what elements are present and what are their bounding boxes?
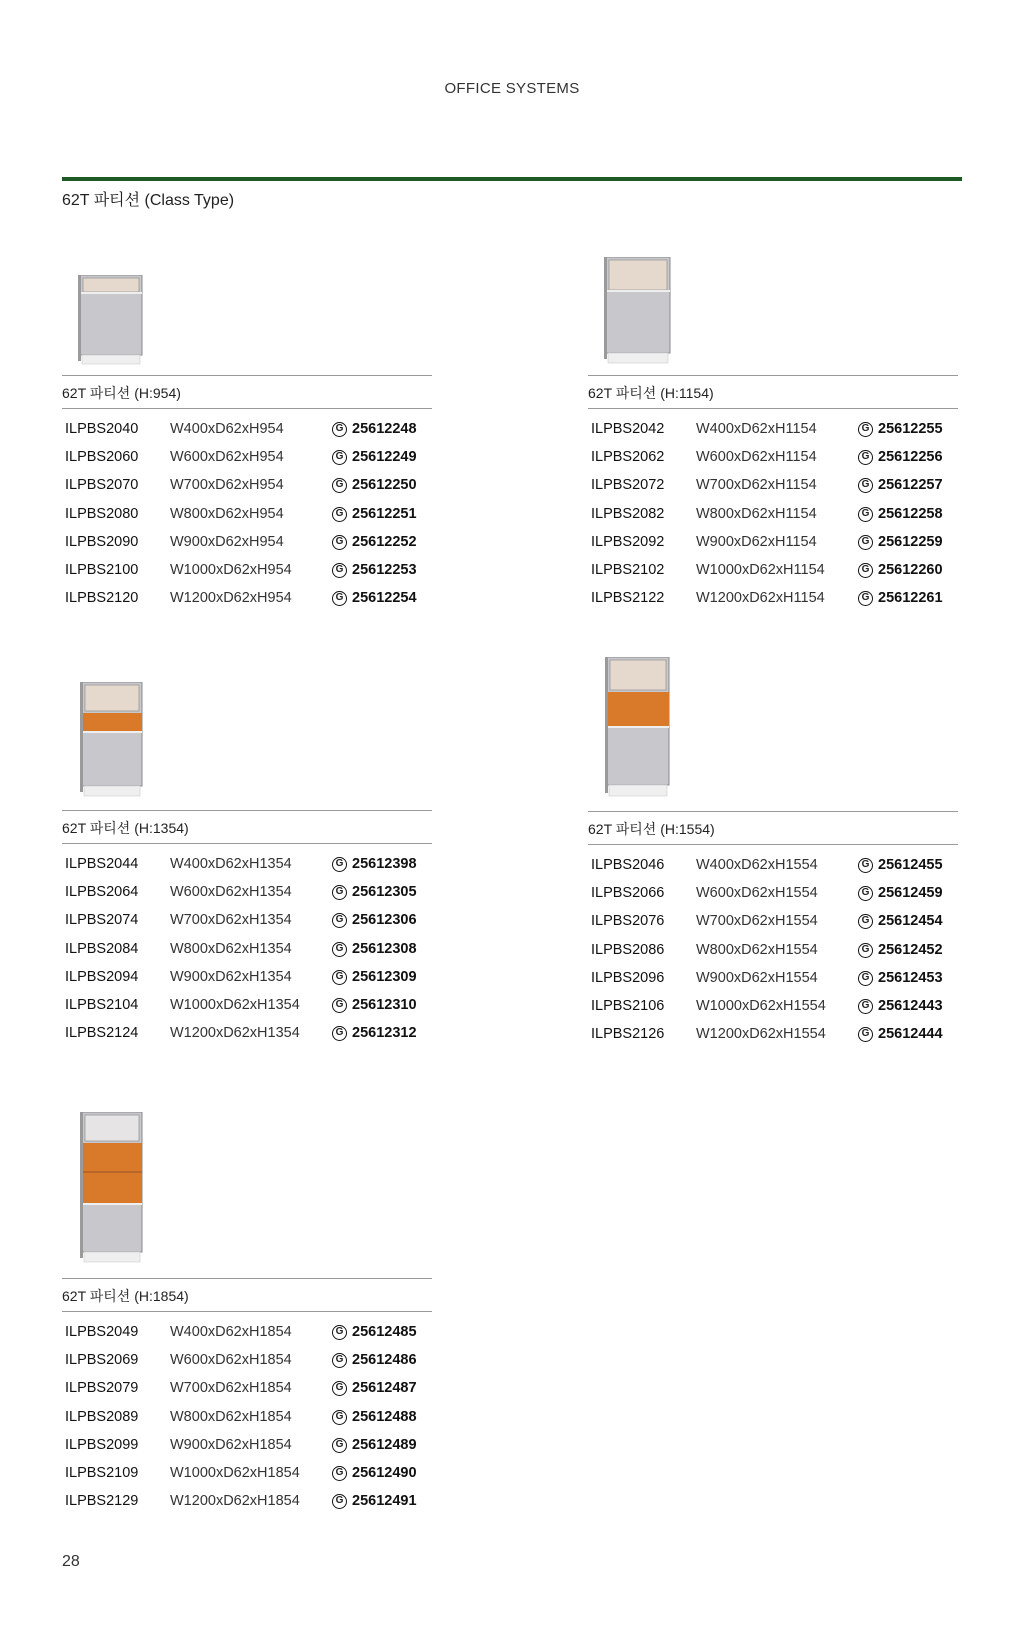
table-row xyxy=(588,1020,958,1048)
g-mark-icon: G xyxy=(858,535,873,550)
product-size: W700xD62xH954 xyxy=(170,477,284,494)
product-size: W800xD62xH1854 xyxy=(170,1408,292,1425)
product-size: W800xD62xH1354 xyxy=(170,940,292,957)
product-code: ILPBS2040 xyxy=(65,421,139,437)
product-size: W1000xD62xH1154 xyxy=(696,561,825,578)
g-mark-icon: G xyxy=(332,1353,347,1368)
table-row xyxy=(62,935,432,963)
g-number: 25612251 xyxy=(352,505,417,522)
g-mark-icon: G xyxy=(858,999,873,1014)
g-mark-icon: G xyxy=(332,857,347,872)
block-title: 62T 파티션 (H:1154) xyxy=(588,375,958,409)
table-row xyxy=(62,906,432,934)
g-mark-icon: G xyxy=(858,507,873,522)
g-number: 25612489 xyxy=(352,1436,417,1453)
product-size: W1200xD62xH1554 xyxy=(696,1026,826,1043)
table-row xyxy=(62,1346,432,1374)
table-row xyxy=(62,415,432,443)
g-number: 25612452 xyxy=(878,941,943,958)
product-size: W600xD62xH1354 xyxy=(170,884,292,901)
table-row xyxy=(588,528,958,556)
product-size: W800xD62xH1554 xyxy=(696,941,818,958)
product-size: W1200xD62xH954 xyxy=(170,590,292,607)
g-mark-icon: G xyxy=(332,913,347,928)
g-mark-icon: G xyxy=(858,591,873,606)
product-code: ILPBS2064 xyxy=(65,884,139,901)
product-size: W900xD62xH1554 xyxy=(696,969,818,986)
g-number: 25612486 xyxy=(352,1352,417,1369)
g-number: 25612306 xyxy=(352,912,417,929)
g-number: 25612257 xyxy=(878,477,943,494)
g-number: 25612253 xyxy=(352,561,417,578)
g-mark-icon: G xyxy=(332,507,347,522)
g-number: 25612249 xyxy=(352,449,417,466)
product-list xyxy=(588,851,958,1048)
table-row xyxy=(62,991,432,1019)
product-code: ILPBS2109 xyxy=(65,1464,139,1481)
product-size: W600xD62xH1854 xyxy=(170,1352,292,1369)
block-title: 62T 파티션 (H:1554) xyxy=(588,811,958,845)
product-list xyxy=(588,415,958,612)
product-size: W600xD62xH1554 xyxy=(696,885,818,902)
section-title: 62T 파티션 (Class Type) xyxy=(62,192,235,209)
g-mark-icon: G xyxy=(332,998,347,1013)
product-code: ILPBS2092 xyxy=(591,533,665,550)
product-code: ILPBS2042 xyxy=(591,421,665,437)
g-mark-icon: G xyxy=(332,1381,347,1396)
g-mark-icon: G xyxy=(858,858,873,873)
product-size: W700xD62xH1854 xyxy=(170,1380,292,1397)
product-code: ILPBS2060 xyxy=(65,449,139,466)
table-row xyxy=(62,1374,432,1402)
partition-h1854-image xyxy=(80,1112,144,1264)
g-number: 25612258 xyxy=(878,505,943,522)
g-number: 25612254 xyxy=(352,590,417,607)
product-size: W900xD62xH954 xyxy=(170,533,284,550)
partition-h1154-image xyxy=(604,257,674,365)
table-row xyxy=(62,1487,432,1515)
product-code: ILPBS2102 xyxy=(591,561,665,578)
product-code: ILPBS2122 xyxy=(591,590,665,607)
section-divider xyxy=(62,177,962,181)
g-number: 25612487 xyxy=(352,1380,417,1397)
g-mark-icon: G xyxy=(332,885,347,900)
partition-h1554-image xyxy=(605,657,671,799)
g-number: 25612259 xyxy=(878,533,943,550)
product-list xyxy=(62,1318,432,1515)
product-code: ILPBS2094 xyxy=(65,968,139,985)
table-row xyxy=(588,851,958,879)
g-mark-icon: G xyxy=(332,563,347,578)
product-code: ILPBS2079 xyxy=(65,1380,139,1397)
product-size: W800xD62xH1154 xyxy=(696,505,817,522)
product-size: W400xD62xH1854 xyxy=(170,1324,292,1340)
table-row xyxy=(588,556,958,584)
g-number: 25612252 xyxy=(352,533,417,550)
product-code: ILPBS2090 xyxy=(65,533,139,550)
g-number: 25612255 xyxy=(878,421,943,437)
product-code: ILPBS2069 xyxy=(65,1352,139,1369)
g-number: 25612261 xyxy=(878,590,943,607)
g-mark-icon: G xyxy=(858,450,873,465)
product-code: ILPBS2082 xyxy=(591,505,665,522)
g-mark-icon: G xyxy=(332,591,347,606)
g-mark-icon: G xyxy=(332,970,347,985)
product-size: W1000xD62xH1554 xyxy=(696,997,826,1014)
product-size: W400xD62xH954 xyxy=(170,421,284,437)
product-code: ILPBS2099 xyxy=(65,1436,139,1453)
g-mark-icon: G xyxy=(332,422,347,437)
product-list xyxy=(62,415,432,612)
product-size: W1000xD62xH1354 xyxy=(170,996,300,1013)
product-size: W1200xD62xH1354 xyxy=(170,1025,300,1042)
g-mark-icon: G xyxy=(332,535,347,550)
table-row xyxy=(62,528,432,556)
g-number: 25612453 xyxy=(878,969,943,986)
g-number: 25612459 xyxy=(878,885,943,902)
table-row xyxy=(62,878,432,906)
product-size: W1000xD62xH954 xyxy=(170,561,292,578)
table-row xyxy=(62,471,432,499)
product-list xyxy=(62,850,432,1047)
g-mark-icon: G xyxy=(858,914,873,929)
product-code: ILPBS2049 xyxy=(65,1324,139,1340)
table-row xyxy=(588,907,958,935)
table-row xyxy=(62,850,432,878)
table-row xyxy=(588,936,958,964)
g-mark-icon: G xyxy=(332,1410,347,1425)
table-row xyxy=(62,1431,432,1459)
g-number: 25612309 xyxy=(352,968,417,985)
product-code: ILPBS2104 xyxy=(65,996,139,1013)
table-row xyxy=(62,443,432,471)
g-number: 25612454 xyxy=(878,913,943,930)
g-number: 25612490 xyxy=(352,1464,417,1481)
table-row xyxy=(588,415,958,443)
product-size: W1000xD62xH1854 xyxy=(170,1464,300,1481)
table-row xyxy=(62,1403,432,1431)
g-number: 25612443 xyxy=(878,997,943,1014)
g-number: 25612260 xyxy=(878,561,943,578)
table-row xyxy=(588,500,958,528)
product-code: ILPBS2076 xyxy=(591,913,665,930)
block-title: 62T 파티션 (H:1354) xyxy=(62,810,432,844)
product-size: W800xD62xH954 xyxy=(170,505,284,522)
g-mark-icon: G xyxy=(858,971,873,986)
product-size: W900xD62xH1854 xyxy=(170,1436,292,1453)
table-row xyxy=(62,500,432,528)
product-code: ILPBS2126 xyxy=(591,1026,665,1043)
g-number: 25612455 xyxy=(878,857,943,873)
product-code: ILPBS2100 xyxy=(65,561,139,578)
product-size: W900xD62xH1154 xyxy=(696,533,817,550)
g-mark-icon: G xyxy=(332,1466,347,1481)
g-mark-icon: G xyxy=(332,478,347,493)
g-number: 25612256 xyxy=(878,449,943,466)
g-number: 25612488 xyxy=(352,1408,417,1425)
product-size: W1200xD62xH1154 xyxy=(696,590,825,607)
table-row xyxy=(62,1019,432,1047)
product-code: ILPBS2086 xyxy=(591,941,665,958)
g-number: 25612310 xyxy=(352,996,417,1013)
product-size: W1200xD62xH1854 xyxy=(170,1493,300,1510)
page-header: OFFICE SYSTEMS xyxy=(444,80,580,97)
block-title: 62T 파티션 (H:1854) xyxy=(62,1278,432,1312)
product-size: W700xD62xH1354 xyxy=(170,912,292,929)
g-mark-icon: G xyxy=(332,450,347,465)
product-code: ILPBS2120 xyxy=(65,590,139,607)
product-code: ILPBS2106 xyxy=(591,997,665,1014)
g-number: 25612398 xyxy=(352,856,417,872)
g-number: 25612250 xyxy=(352,477,417,494)
table-row xyxy=(62,963,432,991)
g-mark-icon: G xyxy=(332,942,347,957)
product-code: ILPBS2084 xyxy=(65,940,139,957)
product-code: ILPBS2129 xyxy=(65,1493,139,1510)
product-code: ILPBS2044 xyxy=(65,856,139,872)
product-size: W900xD62xH1354 xyxy=(170,968,292,985)
table-row xyxy=(62,584,432,612)
page-number: 28 xyxy=(62,1553,80,1570)
table-row xyxy=(588,471,958,499)
product-size: W700xD62xH1554 xyxy=(696,913,818,930)
g-mark-icon: G xyxy=(332,1026,347,1041)
product-code: ILPBS2074 xyxy=(65,912,139,929)
g-mark-icon: G xyxy=(858,1027,873,1042)
block-title: 62T 파티션 (H:954) xyxy=(62,375,432,409)
partition-h954-image xyxy=(78,275,144,367)
product-size: W600xD62xH954 xyxy=(170,449,284,466)
g-number: 25612305 xyxy=(352,884,417,901)
g-mark-icon: G xyxy=(858,886,873,901)
product-size: W700xD62xH1154 xyxy=(696,477,817,494)
product-code: ILPBS2066 xyxy=(591,885,665,902)
g-mark-icon: G xyxy=(858,478,873,493)
g-number: 25612444 xyxy=(878,1026,943,1043)
product-code: ILPBS2080 xyxy=(65,505,139,522)
product-size: W400xD62xH1554 xyxy=(696,857,818,873)
g-number: 25612491 xyxy=(352,1493,417,1510)
table-row xyxy=(62,1459,432,1487)
table-row xyxy=(588,584,958,612)
g-number: 25612248 xyxy=(352,421,417,437)
g-number: 25612485 xyxy=(352,1324,417,1340)
product-size: W600xD62xH1154 xyxy=(696,449,817,466)
product-code: ILPBS2070 xyxy=(65,477,139,494)
g-mark-icon: G xyxy=(858,563,873,578)
g-number: 25612312 xyxy=(352,1025,417,1042)
g-mark-icon: G xyxy=(332,1325,347,1340)
g-mark-icon: G xyxy=(332,1438,347,1453)
product-code: ILPBS2046 xyxy=(591,857,665,873)
product-code: ILPBS2072 xyxy=(591,477,665,494)
table-row xyxy=(62,556,432,584)
table-row xyxy=(588,443,958,471)
partition-h1354-image xyxy=(80,682,144,798)
table-row xyxy=(588,879,958,907)
g-mark-icon: G xyxy=(858,943,873,958)
g-number: 25612308 xyxy=(352,940,417,957)
product-code: ILPBS2089 xyxy=(65,1408,139,1425)
g-mark-icon: G xyxy=(332,1494,347,1509)
product-code: ILPBS2124 xyxy=(65,1025,139,1042)
product-code: ILPBS2062 xyxy=(591,449,665,466)
g-mark-icon: G xyxy=(858,422,873,437)
product-code: ILPBS2096 xyxy=(591,969,665,986)
table-row xyxy=(588,964,958,992)
product-size: W400xD62xH1154 xyxy=(696,421,817,437)
table-row xyxy=(588,992,958,1020)
product-size: W400xD62xH1354 xyxy=(170,856,292,872)
table-row xyxy=(62,1318,432,1346)
